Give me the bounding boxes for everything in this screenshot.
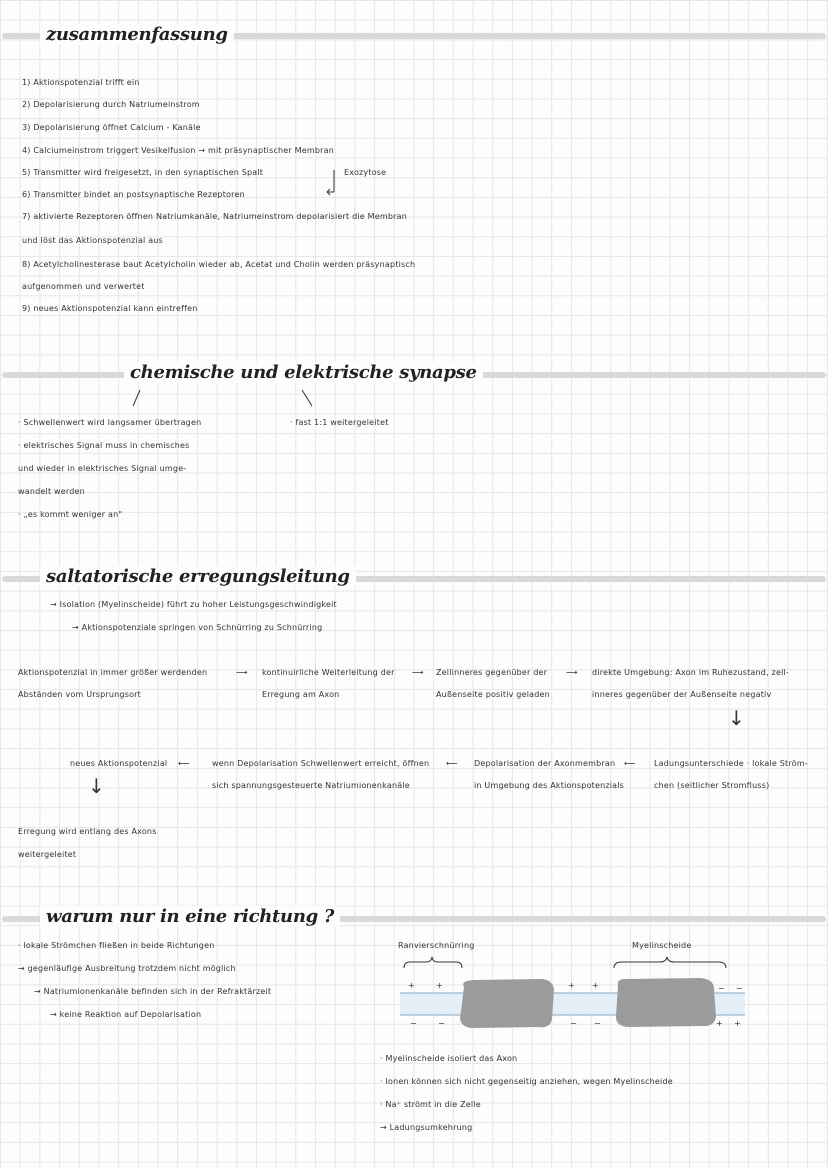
flow-node-a-line1: Aktionspotenzial in immer größer werdenden [18,668,208,677]
flow-node-b-line1: kontinuirliche Weiterleitung der [262,668,395,677]
summary-line-8b: aufgenommen und verwertet [22,282,145,291]
direction-line-4: → keine Reaktion auf Depolarisation [50,1010,202,1019]
flow-node-g-line1: wenn Depolarisation Schwellenwert erreicht, öffnen [212,759,430,768]
chemical-point-3: und wieder in elektrisches Signal umge- [18,464,187,473]
diagram-note-3: · Na⁺ strömt in die Zelle [380,1100,481,1109]
flow-arrow-down: ↓ [88,774,105,798]
direction-line-2: → gegenläufige Ausbreitung trotzdem nicht möglich [18,964,236,973]
flow-arrow-right: ⟶ [236,668,248,677]
direction-line-1: · lokale Strömchen fließen in beide Richtungen [18,941,215,950]
charge-plus: + [568,981,575,990]
flow-node-f-line2: in Umgebung des Aktionspotenzials [474,781,625,790]
summary-line-7: 7) aktivierte Rezeptoren öffnen Natriumkanäle, Natriumeinstrom depolarisiert die Membran [22,212,408,221]
charge-plus: + [436,981,443,990]
charge-minus: − [570,1019,577,1028]
summary-line-2: 2) Depolarisierung durch Natriumeinstrom [22,100,200,109]
diagram-note-4: → Ladungsumkehrung [380,1123,473,1132]
charge-plus: + [716,1019,723,1028]
flow-arrow-left: ⟵ [624,759,636,768]
charge-minus: − [718,984,725,993]
summary-line-1: 1) Aktionspotenzial trifft ein [22,78,140,87]
chemical-point-2: · elektrisches Signal muss in chemisches [18,441,190,450]
flow-arrow-left: ⟵ [446,759,458,768]
summary-line-4: 4) Calciumeinstrom triggert Vesikelfusion → mit präsynaptischer Membran [22,146,335,155]
saltatory-line-1: → Isolation (Myelinscheide) führt zu hoher Leistungsgeschwindigkeit [50,600,337,609]
flow-arrow-down: ↓ [728,706,745,730]
section-heading-zusammenfassung: zusammenfassung [40,24,234,45]
summary-line-5: 5) Transmitter wird freigesetzt, in den synaptischen Spalt [22,168,264,177]
flow-arrow-left: ⟵ [178,759,190,768]
flow-node-e-line1: Ladungsunterschiede · lokale Ström- [654,759,808,768]
charge-plus: + [734,1019,741,1028]
flow-node-a-line2: Abständen vom Ursprungsort [18,690,141,699]
charge-minus: − [736,984,743,993]
chemical-point-5: · „es kommt weniger an" [18,510,123,519]
flow-arrow-right: ⟶ [412,668,424,677]
flow-node-d-line1: direkte Umgebung: Axon im Ruhezustand, zell- [592,668,790,677]
chemical-point-1: · Schwellenwert wird langsamer übertragen [18,418,202,427]
flow-node-h: neues Aktionspotenzial [70,759,168,768]
diagram-note-2: · Ionen können sich nicht gegenseitig anziehen, wegen Myelinscheide [380,1077,673,1086]
flow-end-line2: weitergeleitet [18,850,77,859]
flow-node-g-line2: sich spannungsgesteuerte Natriumionenkanäle [212,781,410,790]
summary-line-3: 3) Depolarisierung öffnet Calcium - Kanäle [22,123,201,132]
electrical-point-1: · fast 1:1 weitergeleitet [290,418,389,427]
flow-node-f-line1: Depolarisation der Axonmembran [474,759,616,768]
flow-arrow-right: ⟶ [566,668,578,677]
summary-line-6: 6) Transmitter bindet an postsynaptische Rezeptoren [22,190,245,199]
flow-node-e-line2: chen (seitlicher Stromfluss) [654,781,770,790]
direction-line-3: → Natriumionenkanäle befinden sich in der Refraktärzeit [34,987,272,996]
section-heading-richtung: warum nur in eine richtung ? [40,906,340,927]
charge-plus: + [408,981,415,990]
saltatory-line-2: → Aktionspotenziale springen von Schnürring zu Schnürring [72,623,323,632]
section-heading-synapse: chemische und elektrische synapse [124,362,483,383]
charge-minus: − [594,1019,601,1028]
chemical-point-4: wandelt werden [18,487,85,496]
charge-plus: + [592,981,599,990]
summary-line-8: 8) Acetylcholinesterase baut Acetylcholin wieder ab, Acetat und Cholin werden präsynaptisch [22,260,416,269]
charge-minus: − [410,1019,417,1028]
charge-minus: − [438,1019,445,1028]
branch-arrows [130,388,330,410]
flow-node-c-line2: Außenseite positiv geladen [436,690,550,699]
flow-node-c-line1: Zellinneres gegenüber der [436,668,548,677]
summary-line-9: 9) neues Aktionspotenzial kann eintreffen [22,304,198,313]
diagram-label-myelin: Myelinscheide [632,941,692,950]
section-heading-saltatorisch: saltatorische erregungsleitung [40,566,356,587]
flow-node-d-line2: inneres gegenüber der Außenseite negativ [592,690,772,699]
diagram-label-ranvier: Ranvierschnürring [398,941,475,950]
exozytose-bracket [322,168,342,198]
diagram-note-1: · Myelinscheide isoliert das Axon [380,1054,518,1063]
flow-end-line1: Erregung wird entlang des Axons [18,827,157,836]
summary-line-7b: und löst das Aktionspotenzial aus [22,236,163,245]
exozytose-label: Exozytose [344,168,387,177]
flow-node-b-line2: Erregung am Axon [262,690,340,699]
